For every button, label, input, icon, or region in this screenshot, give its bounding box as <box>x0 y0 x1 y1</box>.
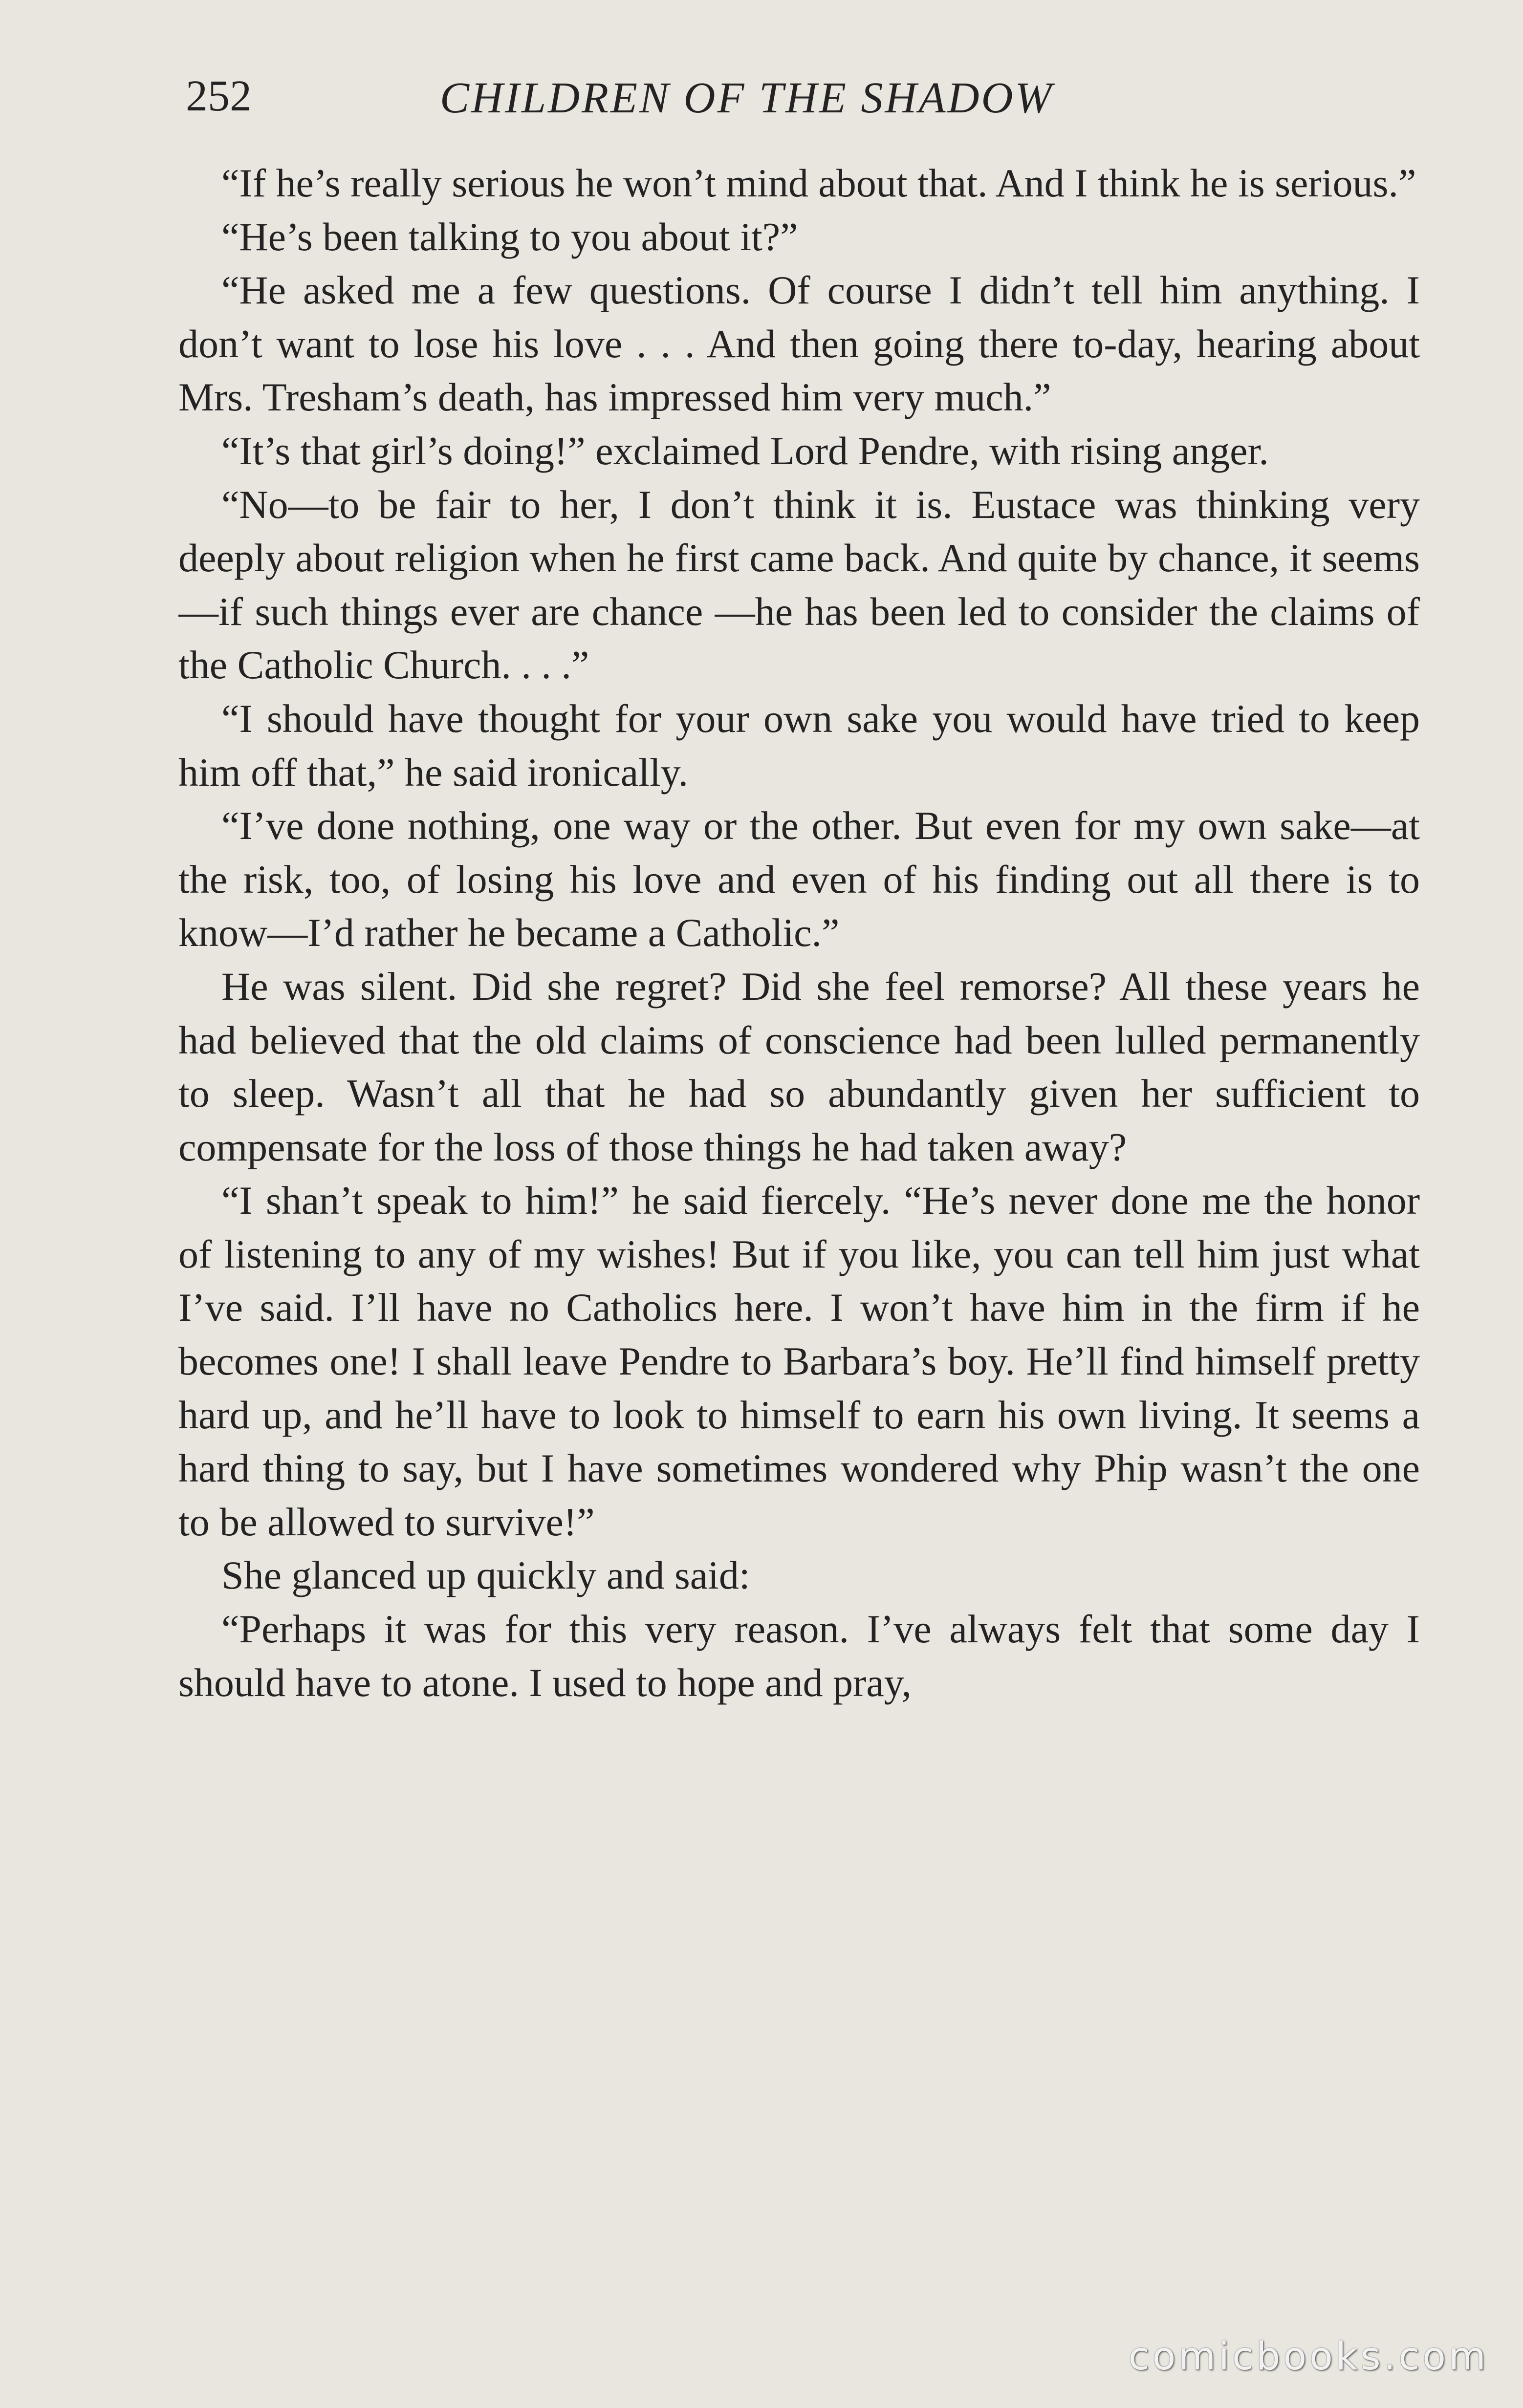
paragraph: “Perhaps it was for this very reason. I’ve always felt that some day I should have to atone. I used to hope and pray, <box>178 1607 1420 1705</box>
paragraph: He was silent. Did she regret? Did she feel remorse? All these years he had believed that the old claims of conscience had been lulled permanently to sleep. Wasn’t all that he had so abundantly given her sufficient to compensate for the loss of those things he had taken away? <box>178 964 1420 1169</box>
paragraph: “I shan’t speak to him!” he said fiercely. “He’s never done me the honor of listening to any of my wishes! But if you like, you can tell him just what I’ve said. I’ll have no Catholics here. I won’t have him in the firm if he becomes one! I shall leave Pendre to Barbara’s boy. He’ll find himself pretty hard up, and he’ll have to look to himself to earn his own living. It seems a hard thing to say, but I have sometimes wondered why Phip wasn’t the one to be allowed to survive!” <box>178 1178 1420 1544</box>
paragraph: “I should have thought for your own sake you would have tried to keep him off that,” he said ironically. <box>178 696 1420 795</box>
paragraph: “He’s been talking to you about it?” <box>221 214 798 259</box>
watermark: comicbooks.com <box>1128 2335 1489 2379</box>
paragraph: “No—to be fair to her, I don’t think it is. Eustace was thinking very deeply about religion when he first came back. And quite by chance, it seems—if such things ever are chance —he has been led to consider the claims of the Catholic Church. . . .” <box>178 482 1420 688</box>
page-number: 252 <box>186 72 252 120</box>
paragraph: “If he’s really serious he won’t mind about that. And I think he is serious.” <box>221 161 1416 205</box>
body-text <box>178 156 1420 2199</box>
paragraph: “I’ve done nothing, one way or the other. But even for my own sake—at the risk, too, of losing his love and even of his finding out all there is to know—I’d rather he became a Catholic.” <box>178 803 1420 955</box>
page-header <box>186 68 1422 132</box>
paragraph: She glanced up quickly and said: <box>221 1553 750 1598</box>
paragraph: “It’s that girl’s doing!” exclaimed Lord Pendre, with rising anger. <box>221 428 1269 473</box>
paragraph: “He asked me a few questions. Of course I didn’t tell him anything. I don’t want to lose his love . . . And then going there to-day, hearing about Mrs. Tresham’s death, has impressed him very much.” <box>178 268 1420 420</box>
running-title: CHILDREN OF THE SHADOW <box>440 74 1054 122</box>
